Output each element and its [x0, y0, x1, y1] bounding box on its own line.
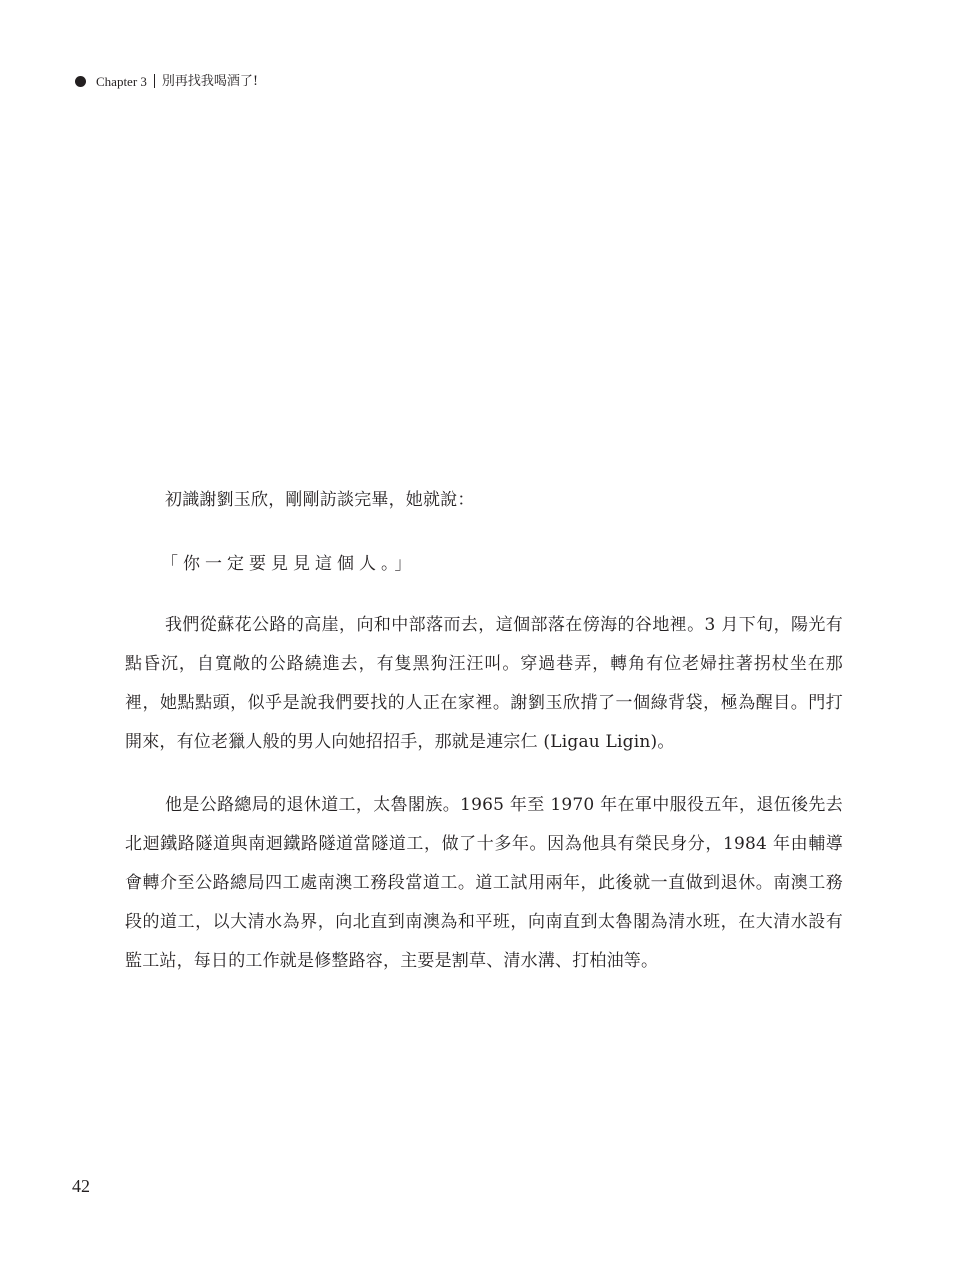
paragraph-intro: 初識謝劉玉欣，剛剛訪談完畢，她就說：: [165, 490, 475, 510]
paragraph-quote: 「你一定要見見這個人。」: [161, 554, 417, 574]
bullet-icon: [75, 76, 86, 87]
header-divider: [154, 74, 155, 88]
paragraph-visit: 我們從蘇花公路的高崖，向和中部落而去，這個部落在傍海的谷地裡。3 月下旬，陽光有點昏沉，自寬敞的公路繞進去，有隻黑狗汪汪叫。穿過巷弄，轉角有位老婦拄著拐杖坐在那裡，她點點頭，似乎是說我們要找的人正在家裡。謝劉玉欣揹了一個綠背袋，極為醒目。門打開來，有位老獵人般的男人向她招招手，那就是連宗仁 (Ligau Ligin)。: [125, 615, 843, 752]
page-number: 42: [72, 1176, 90, 1196]
running-header: [75, 70, 258, 92]
paragraph-biography: 他是公路總局的退休道工，太魯閣族。1965 年至 1970 年在軍中服役五年，退伍後先去北迴鐵路隧道與南迴鐵路隧道當隧道工，做了十多年。因為他具有榮民身分，1984 年由輔導會轉介至公路總局四工處南澳工務段當道工。道工試用兩年，此後就一直做到退休。南澳工務段的道工，以大清水為界，向北直到南澳為和平班，向南直到太魯閣為清水班，在大清水設有監工站，每日的工作就是修整路容，主要是割草、清水溝、打柏油等。: [125, 795, 843, 971]
chapter-title: 別再找我喝酒了!: [161, 73, 259, 89]
chapter-label: Chapter 3: [96, 73, 147, 89]
